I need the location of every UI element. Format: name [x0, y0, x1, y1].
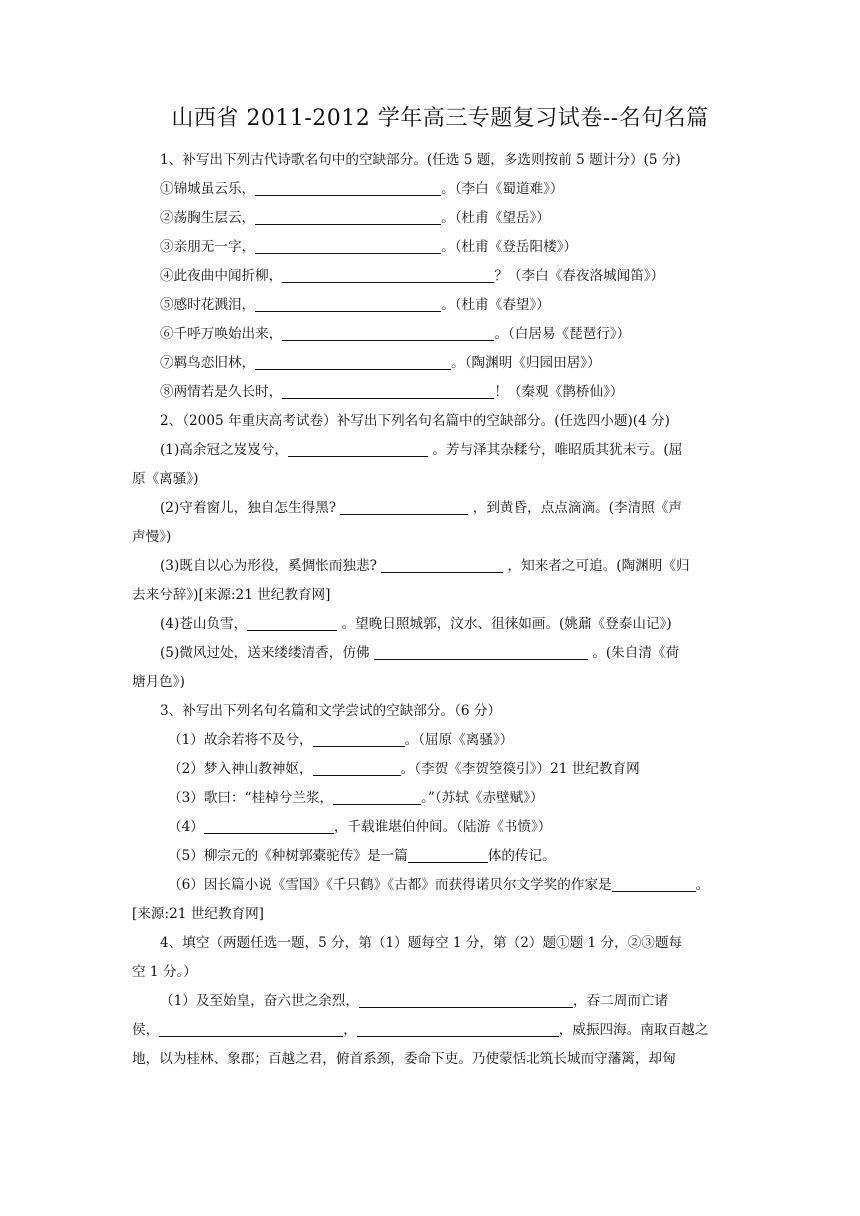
q1-item: ④此夜曲中闻折柳， ？（李白《春夜洛城闻笛》）: [160, 268, 665, 284]
q2-item-5-cont: 塘月色》): [132, 674, 185, 690]
answer-blank[interactable]: [359, 991, 573, 1008]
q1-item: ⑥千呼万唤始出来， 。（白居易《琵琶行》）: [160, 326, 631, 342]
answer-blank[interactable]: [247, 614, 337, 631]
q3-item: （4） ，千载谁堪伯仲间。（陆游《书愤》）: [168, 819, 552, 835]
q2-item-2: (2)守着窗儿，独自怎生得黑? ，到黄昏，点点滴滴。(李清照《声: [160, 500, 682, 516]
q3-item: （5）柳宗元的《种树郭橐驼传》是一篇 体的传记。: [168, 848, 556, 864]
q1-item: ⑧两情若是久长时， ！（秦观《鹊桥仙》）: [160, 384, 624, 400]
answer-blank[interactable]: [313, 730, 405, 747]
answer-blank[interactable]: [340, 498, 468, 515]
q3-item: （3）歌曰：“桂棹兮兰浆， 。”（苏轼《赤壁赋》）: [168, 790, 544, 806]
q3-heading: 3、补写出下列名句名篇和文学尝试的空缺部分。（6 分）: [160, 703, 502, 719]
q4-heading: 4、填空（两题任选一题，5 分，第（1）题每空 1 分，第（2）题①题 1 分，②③题每: [160, 935, 683, 951]
q1-item: ⑤感时花溅泪， 。（杜甫《春望》）: [160, 297, 550, 313]
answer-blank[interactable]: [357, 1020, 559, 1037]
answer-blank[interactable]: [255, 353, 451, 370]
q1-heading: 1、补写出下列古代诗歌名句中的空缺部分。(任选 5 题，多选则按前 5 题计分）(5 分): [160, 152, 681, 168]
q4-passage-line: 侯， ， ，威振四海。南取百越之: [132, 1022, 709, 1038]
answer-blank[interactable]: [374, 643, 588, 660]
page-title: 山西省 2011-2012 学年高三专题复习试卷--名句名篇: [171, 106, 709, 131]
answer-blank[interactable]: [255, 237, 441, 254]
answer-blank[interactable]: [288, 440, 428, 457]
q2-item-3: (3)既自以心为形役，奚惆怅而独悲? ，知来者之可追。(陶渊明《归: [160, 558, 690, 574]
answer-blank[interactable]: [282, 382, 494, 399]
q2-heading: 2、（2005 年重庆高考试卷）补写出下列名句名篇中的空缺部分。(任选四小题)(4 分): [160, 413, 670, 429]
answer-blank[interactable]: [612, 875, 696, 892]
document-body: [132, 146, 742, 1074]
q3-item: （1）故余若将不及兮， 。（屈原《离骚》）: [168, 732, 514, 748]
q1-item: ①锦城虽云乐， 。（李白《蜀道难》）: [160, 181, 564, 197]
answer-blank[interactable]: [408, 846, 488, 863]
answer-blank[interactable]: [282, 324, 494, 341]
q4-passage-line: （1）及至始皇，奋六世之余烈， ，吞二周而亡诸: [160, 993, 669, 1009]
q2-item-1-cont: 原《离骚》): [132, 471, 199, 487]
q2-item-1: (1)高余冠之岌岌兮， 。芳与泽其杂糅兮，唯昭质其犹未亏。(屈: [160, 442, 683, 458]
q1-item: ②荡胸生层云， 。（杜甫《望岳》）: [160, 210, 550, 226]
q2-item-5: (5)微风过处，送来缕缕清香，仿佛 。(朱自清《荷: [160, 645, 680, 661]
answer-blank[interactable]: [333, 788, 421, 805]
answer-blank[interactable]: [313, 759, 401, 776]
q3-item-6-cont: [来源:21 世纪教育网]: [132, 906, 264, 922]
answer-blank[interactable]: [159, 1020, 343, 1037]
q1-item: ⑦羁鸟恋旧林， 。（陶渊明《归园田居》）: [160, 355, 601, 371]
answer-blank[interactable]: [255, 179, 441, 196]
answer-blank[interactable]: [204, 817, 334, 834]
answer-blank[interactable]: [255, 295, 441, 312]
answer-blank[interactable]: [255, 208, 441, 225]
q1-item: ③亲朋无一字， 。（杜甫《登岳阳楼》）: [160, 239, 578, 255]
answer-blank[interactable]: [282, 266, 494, 283]
q2-item-3-cont: 去来兮辞》)[来源:21 世纪教育网]: [132, 587, 331, 603]
q2-item-2-cont: 声慢》): [132, 529, 172, 545]
q4-passage-line: 地，以为桂林、象郡；百越之君，俯首系颈，委命下吏。乃使蒙恬北筑长城而守藩篱，却匈: [132, 1051, 676, 1067]
q2-item-4: (4)苍山负雪， 。望晚日照城郭，汶水、徂徕如画。(姚鼐《登泰山记》): [160, 616, 672, 632]
answer-blank[interactable]: [381, 556, 503, 573]
q3-item: （6）因长篇小说《雪国》《千只鹤》《古都》而获得诺贝尔文学奖的作家是 。: [168, 877, 710, 893]
q4-heading-cont: 空 1 分。）: [132, 964, 197, 980]
q3-item: （2）梦入神山教神妪， 。（李贺《李贺箜篌引》）21 世纪教育网: [168, 761, 640, 777]
